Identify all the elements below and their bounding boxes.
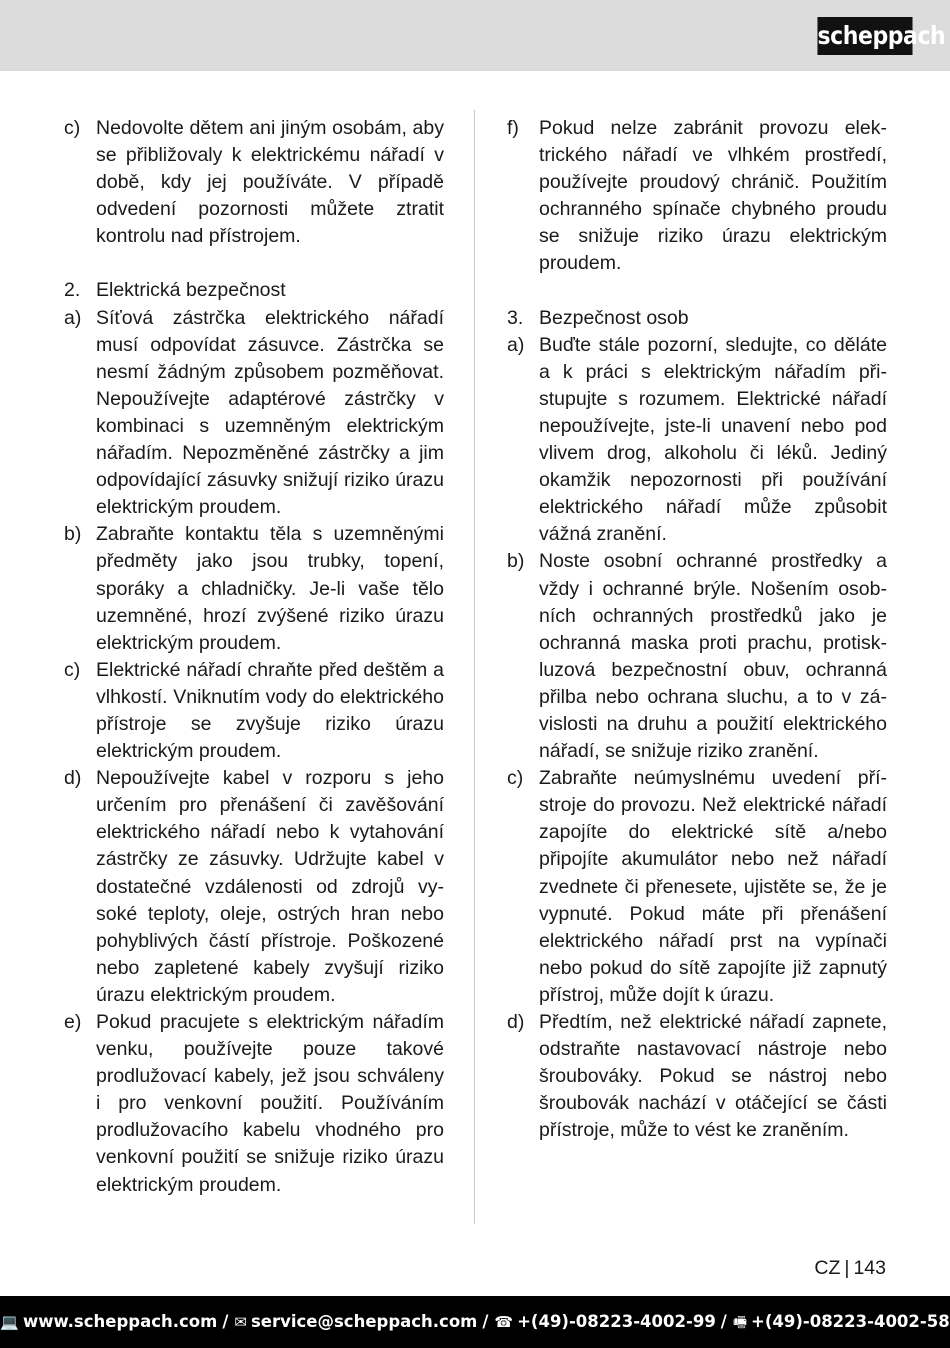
list-item-text: Předtím, než elektrické nářadí zapnete, odstraňte nastavovací nástroje nebo šroubováky. Pokud se nástroj nebo šroubovák nachází v otáčející se části přístroje, může to vést ke zraněním. [539,1011,887,1142]
footer-fax: +(49)-08223-4002-58 [751,1312,950,1331]
phone-icon: ☎ [494,1313,514,1331]
page-number [814,1255,886,1282]
list-marker: b) [64,523,82,546]
list-marker: a) [64,306,82,329]
list-item-text: Pokud nelze zabránit provozu elektrického nářadí ve vlhkém prostředí, používejte proudový chránič. Použitím ochranného spínače chybného proudu se snižuje riziko úrazu elektrickým proudem. [539,117,887,275]
scheppach-logo: scheppach [817,17,912,55]
list-item [64,521,444,656]
header-band [0,0,950,71]
list-item-text: Bezpečnost osob [539,306,689,329]
list-item [507,305,887,332]
list-marker: d) [507,1011,525,1033]
list-item [507,765,887,1009]
footer-separator: / [720,1312,727,1331]
language-code: CZ [814,1257,841,1279]
list-marker: c) [64,658,81,681]
list-marker: b) [507,550,525,573]
fax-icon: 🖷 [732,1313,747,1331]
list-marker: c) [64,117,81,139]
list-item [64,1009,444,1199]
page-number-value: 143 [853,1257,886,1279]
list-item [507,115,887,278]
list-item [64,115,444,250]
list-item-text: Síťová zástrčka elektrického nářadí musí odpovídat zásuvce. Zástrčka se nesmí žádným způsobem pozměňovat. Nepoužívejte adaptérové zástrčky v kombinaci s uzemněným elektrickým nářadím. Nepozměněné zástrčky a jim odpovídající zásuvky snižují riziko úrazu elektrickým proudem. [96,306,444,519]
list-marker: e) [64,1011,82,1033]
paragraph-gap [507,278,887,305]
footer-separator: / [482,1312,489,1331]
list-item [64,277,444,304]
list-item-text: Pokud pracujete s elektrickým nářadím venku, používejte pouze takové prodlužovací kabely, jež jsou schváleny i pro venkovní použití. Používáním prodlužovacího kabelu vhodného pro venkovní použití se snižuje riziko úrazu elektrickým proudem. [96,1011,444,1196]
list-marker: 2. [64,279,81,302]
list-marker: c) [507,767,524,790]
list-marker: 3. [507,306,524,329]
list-item-text: Elektrická bezpečnost [96,279,286,302]
footer-phone[interactable]: +(49)-08223-4002-99 [517,1312,716,1331]
list-marker: a) [507,333,525,356]
list-item-text: Buďte stále pozorní, sledujte, co děláte a k práci s elektrickým nářadím přistupujte s rozumem. Elektrické nářadí nepoužívejte, jste-li unavení nebo pod vlivem drog, alkoholu či léků. Jediný okamžik nepozornosti při používání elektrického nářadí může způsobit vážná zranění. [539,333,887,546]
footer-separator: / [222,1312,229,1331]
list-item-text: Elektrické nářadí chraňte před deštěm a vlhkostí. Vniknutím vody do elektrického přístroje se zvyšuje riziko úrazu elektrickým proudem. [96,658,444,763]
list-marker: f) [507,117,519,139]
list-item-text: Zabraňte neúmyslnému uvedení přístroje do provozu. Než elektrické nářadí zapojíte do elektrické sítě a/nebo připojíte akumulátor nebo než nářadí zvednete či přenesete, ujistěte se, že je vypnuté. Pokud máte při přenášení elektrického nářadí prst na vypínači nebo pokud do sítě zapojíte již zapnutý přístroj, může dojít k úrazu. [539,767,887,1006]
contact-footer [0,1296,950,1348]
right-column [507,115,887,1144]
column-divider [474,110,475,1224]
list-item-text: Nepoužívejte kabel v rozporu s jeho určením pro přenášení či zavěšování elektrického nářadí nebo k vytahování zástrčky ze zásuvky. Udržujte kabel v dostatečné vzdálenosti od zdrojů vysoké teploty, oleje, ostrých hran nebo pohyblivých částí přístroje. Poškozené nebo zapletené kabely zvyšují riziko úrazu elektrickým proudem. [96,767,444,1006]
list-item [64,305,444,522]
list-item [507,1009,887,1144]
left-column [64,115,444,1199]
list-item-text: Nedovolte dětem ani jiným osobám, aby se přibližovaly k elektrickému nářadí v době, kdy jej používáte. V případě odvedení pozornosti můžete ztratit kontrolu nad přístrojem. [96,117,444,248]
paragraph-gap [64,250,444,277]
email-icon: ✉ [234,1313,247,1331]
list-marker: d) [64,767,82,790]
list-item [507,548,887,765]
list-item [507,332,887,549]
footer-website[interactable]: www.scheppach.com [22,1312,218,1331]
page-number-separator: | [844,1257,850,1279]
computer-icon: 💻 [0,1313,19,1331]
footer-email[interactable]: service@scheppach.com [250,1312,478,1331]
list-item [64,657,444,765]
list-item-text: Noste osobní ochranné prostředky a vždy i ochranné brýle. Nošením osobních ochranných prostředků jako je ochranná maska proti prachu, protiskluzová bezpečnostní obuv, ochranná přilba nebo ochrana sluchu, a to v závislosti na druhu a použití elektrického nářadí, se snižuje riziko zranění. [539,550,887,763]
list-item-text: Zabraňte kontaktu těla s uzemněnými předměty jako jsou trubky, topení, sporáky a chladničky. Je-li vaše tělo uzemněné, hrozí zvýšené riziko úrazu elektrickým proudem. [96,523,444,654]
list-item [64,765,444,1009]
